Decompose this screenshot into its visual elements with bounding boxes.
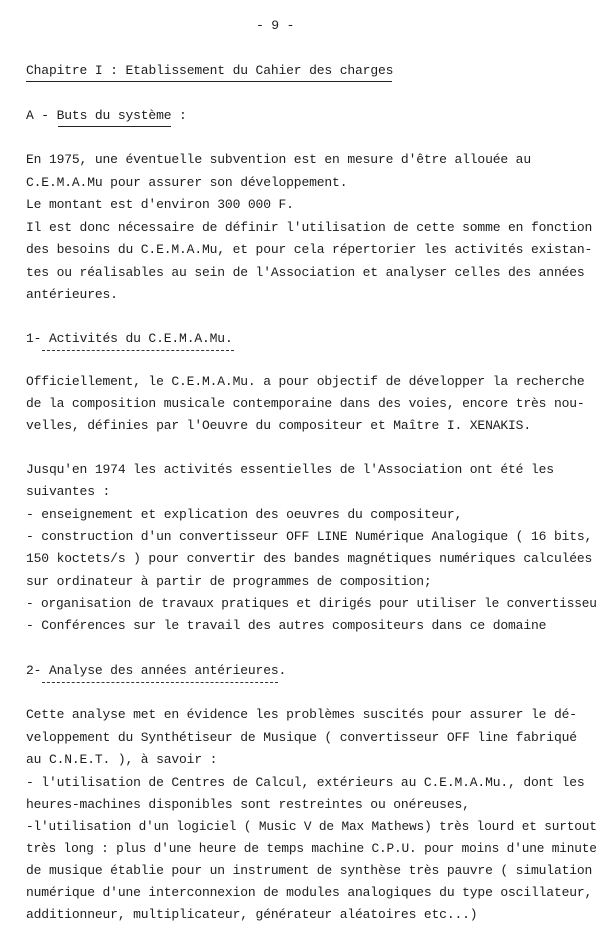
section-a-line-7: antérieures. bbox=[26, 287, 118, 302]
section-1-list-item-1: - enseignement et explication des oeuvres du compositeur, bbox=[26, 507, 463, 522]
section-1-title: Activités du C.E.M.A.Mu. bbox=[48, 331, 233, 346]
chapter-title: Etablissement du Cahier des charges bbox=[125, 63, 394, 78]
section-1-para-2-line-1: Jusqu'en 1974 les activités essentielles de l'Association ont été les bbox=[26, 462, 554, 477]
section-1-para-1-line-1: Officiellement, le C.E.M.A.Mu. a pour objectif de développer la recherche bbox=[26, 374, 585, 389]
section-2-line-10: additionneur, multiplicateur, générateur aléatoires etc...) bbox=[26, 907, 478, 922]
section-2-line-3: au C.N.E.T. ), à savoir : bbox=[26, 752, 218, 767]
section-a-suffix: : bbox=[171, 108, 187, 123]
section-a-line-1: En 1975, une éventuelle subvention est en mesure d'être allouée au bbox=[26, 152, 531, 167]
section-a-underline bbox=[58, 126, 171, 127]
section-a-line-4: Il est donc nécessaire de définir l'utilisation de cette somme en fonction bbox=[26, 220, 593, 235]
section-1-prefix: 1- bbox=[26, 331, 49, 346]
chapter-heading bbox=[26, 64, 393, 78]
chapter-separator: : bbox=[102, 63, 126, 78]
section-1-list-item-2: - construction d'un convertisseur OFF LINE Numérique Analogique ( 16 bits, bbox=[26, 529, 593, 544]
section-1-list-item-2-cont-2: sur ordinateur à partir de programmes de composition; bbox=[26, 574, 432, 589]
page-number: - 9 - bbox=[256, 18, 295, 33]
section-1-para-2-line-2: suivantes : bbox=[26, 484, 111, 499]
section-1-list-item-3: - organisation de travaux pratiques et dirigés pour utiliser le convertisseu bbox=[26, 596, 597, 611]
section-1-list-item-4: - Conférences sur le travail des autres compositeurs dans ce domaine bbox=[26, 618, 547, 633]
section-2-prefix: 2- bbox=[26, 663, 49, 678]
section-1-underline bbox=[42, 350, 234, 351]
section-2-line-7: très long : plus d'une heure de temps machine C.P.U. pour moins d'une minute bbox=[26, 841, 597, 856]
section-1-heading bbox=[26, 332, 233, 346]
section-a-prefix: A - bbox=[26, 108, 57, 123]
section-2-line-5: heures-machines disponibles sont restreintes ou onéreuses, bbox=[26, 797, 470, 812]
section-1-list-item-2-cont-1: 150 koctets/s ) pour convertir des bandes magnétiques numériques calculées bbox=[26, 551, 593, 566]
section-2-line-2: veloppement du Synthétiseur de Musique ( convertisseur OFF line fabriqué bbox=[26, 730, 577, 745]
section-2-line-6: -l'utilisation d'un logiciel ( Music V de Max Mathews) très lourd et surtout bbox=[26, 819, 597, 834]
section-2-line-4: - l'utilisation de Centres de Calcul, extérieurs au C.E.M.A.Mu., dont les bbox=[26, 775, 585, 790]
section-a-line-5: des besoins du C.E.M.A.Mu, et pour cela répertorier les activités existan- bbox=[26, 242, 593, 257]
chapter-label: Chapitre I bbox=[26, 63, 103, 78]
chapter-underline bbox=[26, 81, 392, 82]
section-a-heading bbox=[26, 109, 187, 123]
section-2-heading bbox=[26, 664, 286, 678]
section-2-line-9: numérique d'une interconnexion de modules analogiques du type oscillateur, bbox=[26, 885, 593, 900]
section-a-title: Buts du système bbox=[56, 108, 172, 123]
section-1-para-1-line-3: velles, définies par l'Oeuvre du compositeur et Maître I. XENAKIS. bbox=[26, 418, 531, 433]
section-2-line-1: Cette analyse met en évidence les problèmes suscités pour assurer le dé- bbox=[26, 707, 577, 722]
section-a-line-6: tes ou réalisables au sein de l'Association et analyser celles des années bbox=[26, 265, 585, 280]
section-a-line-3: Le montant est d'environ 300 000 F. bbox=[26, 197, 294, 212]
section-a-line-2: C.E.M.A.Mu pour assurer son développement. bbox=[26, 175, 348, 190]
section-2-line-8: de musique établie pour un instrument de synthèse très pauvre ( simulation bbox=[26, 863, 593, 878]
section-1-para-1-line-2: de la composition musicale contemporaine dans des voies, encore très nou- bbox=[26, 396, 585, 411]
section-2-title: Analyse des années antérieures. bbox=[48, 663, 287, 678]
section-2-underline bbox=[42, 682, 278, 683]
